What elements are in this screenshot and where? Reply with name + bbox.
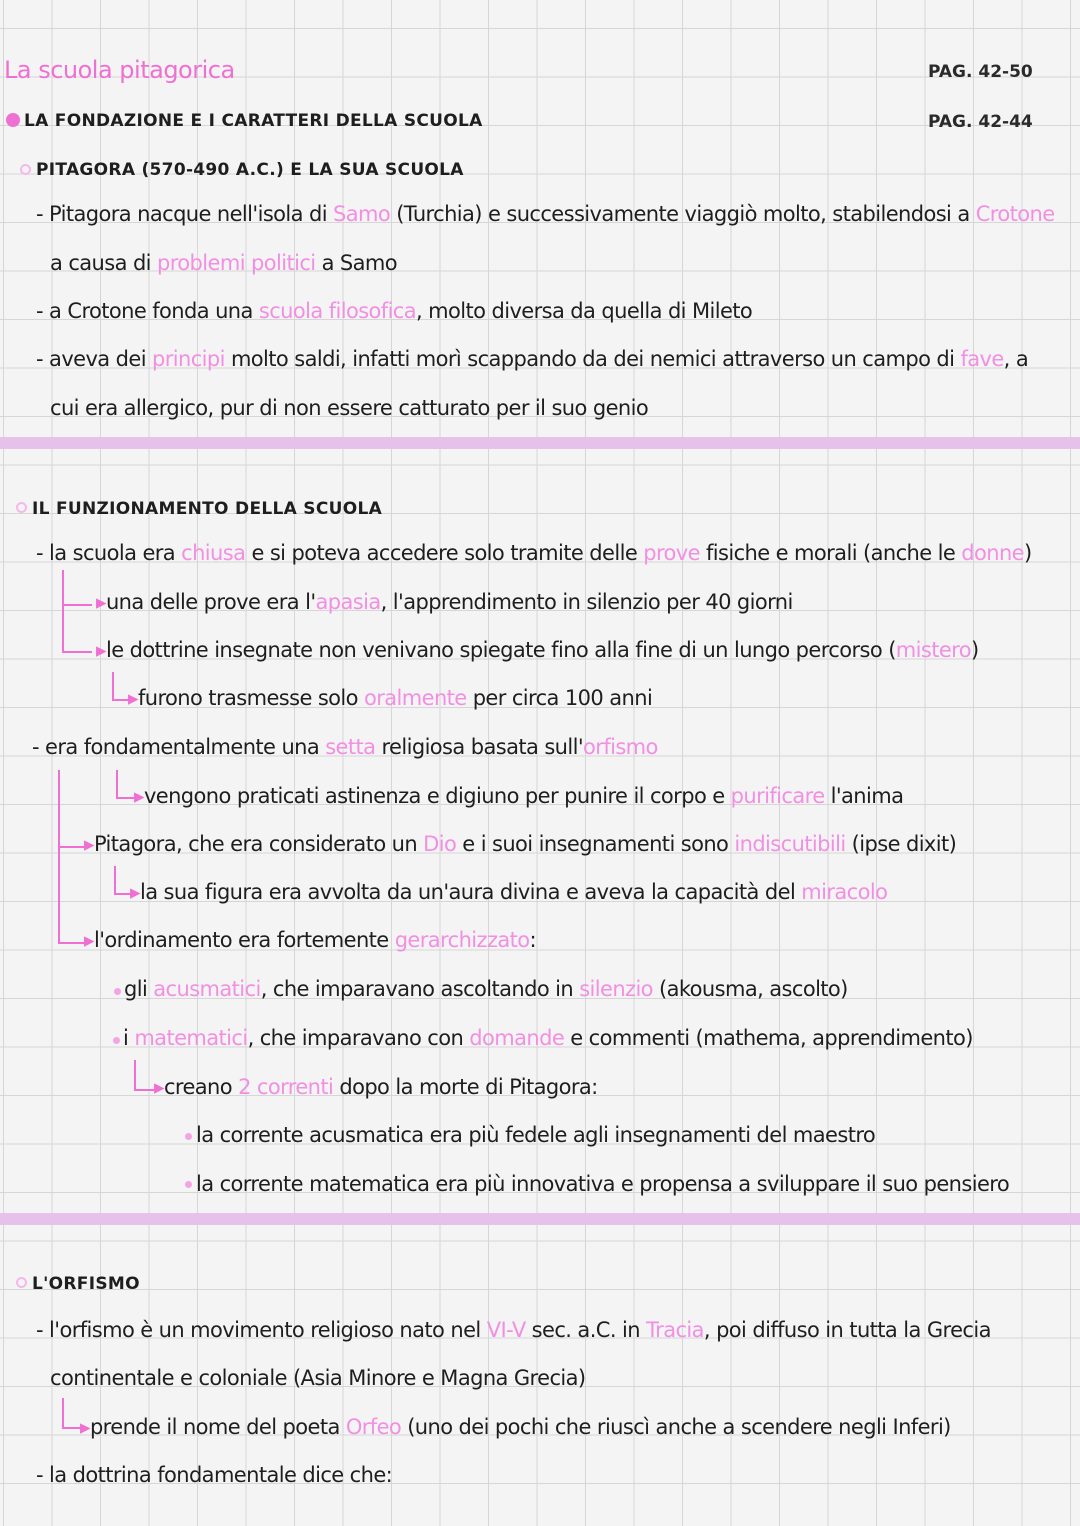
tree-connector [112,672,114,700]
note-line: - a Crotone fonda una scuola filosofica, molto diversa da quella di Mileto [36,299,753,323]
note-line: ▸una delle prove era l'apasia, l'apprendimento in silenzio per 40 giorni [96,590,793,614]
arrow-right-icon: ▸ [128,686,138,710]
arrow-right-icon: ▸ [84,832,94,856]
note-line: ▸furono trasmesse solo oralmente per circa 100 anni [128,686,653,710]
arrow-right-icon: ▸ [80,1415,90,1439]
page-title: La scuola pitagorica [4,56,235,84]
tree-connector [62,651,92,653]
note-line: ▸vengono praticati astinenza e digiuno per punire il corpo e purificare l'anima [134,784,904,808]
note-line: ▸Pitagora, che era considerato un Dio e i suoi insegnamenti sono indiscutibili (ipse dixit) [84,832,957,856]
note-line: ▸l'ordinamento era fortemente gerarchizzato: [84,928,536,952]
tree-connector [134,1060,136,1090]
note-line: ▸creano 2 correnti dopo la morte di Pitagora: [154,1075,598,1099]
ring-bullet-icon [16,502,27,513]
note-line: - la dottrina fondamentale dice che: [36,1463,393,1487]
section-heading-funzionamento: IL FUNZIONAMENTO DELLA SCUOLA [32,499,383,519]
arrow-right-icon: ▸ [134,784,144,808]
bullet-dot-icon [185,1181,192,1188]
note-line: - era fondamentalmente una setta religiosa basata sull'orfismo [32,735,658,759]
note-line: la corrente matematica era più innovativa e propensa a sviluppare il suo pensiero [196,1172,1010,1196]
arrow-right-icon: ▸ [96,590,106,614]
ring-bullet-icon [20,164,31,175]
page-range-main: PAG. 42-50 [928,62,1033,82]
arrow-right-icon: ▸ [130,880,140,904]
note-line: gli acusmatici, che imparavano ascoltando in silenzio (akousma, ascolto) [124,977,848,1001]
section-heading-orfismo: L'ORFISMO [32,1274,140,1294]
arrow-right-icon: ▸ [96,638,106,662]
ring-bullet-icon [16,1277,27,1288]
bullet-dot-icon [185,1133,192,1140]
arrow-right-icon: ▸ [154,1075,164,1099]
note-line: cui era allergico, pur di non essere catturato per il suo genio [50,396,649,420]
note-line: ▸prende il nome del poeta Orfeo (uno dei pochi che riuscì anche a scendere negli Inferi) [80,1415,951,1439]
note-line: - Pitagora nacque nell'isola di Samo (Turchia) e successivamente viaggiò molto, stabilendosi a Crotone [36,202,1055,226]
tree-connector [62,570,64,652]
subheading-pitagora: PITAGORA (570-490 A.C.) E LA SUA SCUOLA [36,160,464,180]
bullet-dot-icon [114,988,121,995]
note-line: la corrente acusmatica era più fedele agli insegnamenti del maestro [196,1123,876,1147]
note-line: - l'orfismo è un movimento religioso nato nel VI-V sec. a.C. in Tracia, poi diffuso in tutta la Grecia [36,1318,991,1342]
tree-connector [116,770,118,798]
note-line: - aveva dei principi molto saldi, infatti morì scappando da dei nemici attraverso un campo di fave, a [36,347,1029,371]
tree-connector [114,866,116,894]
note-line: i matematici, che imparavano con domande e commenti (mathema, apprendimento) [123,1026,973,1050]
arrow-right-icon: ▸ [84,928,94,952]
note-line: a causa di problemi politici a Samo [50,251,398,275]
note-line: ▸le dottrine insegnate non venivano spiegate fino alla fine di un lungo percorso (mistero) [96,638,979,662]
page-range-sub: PAG. 42-44 [928,112,1033,132]
note-line: ▸la sua figura era avvolta da un'aura divina e aveva la capacità del miracolo [130,880,888,904]
section-divider [0,437,1080,449]
section-divider [0,1213,1080,1225]
section-heading-fondazione: LA FONDAZIONE E I CARATTERI DELLA SCUOLA [24,111,483,131]
tree-connector [62,604,92,606]
note-line: continentale e coloniale (Asia Minore e Magna Grecia) [50,1366,586,1390]
note-line: - la scuola era chiusa e si poteva accedere solo tramite delle prove fisiche e morali (anche le donne) [36,541,1032,565]
tree-connector [62,1398,64,1428]
bullet-dot-icon [113,1037,120,1044]
bullet-dot-icon [6,113,20,127]
tree-connector [58,770,60,942]
